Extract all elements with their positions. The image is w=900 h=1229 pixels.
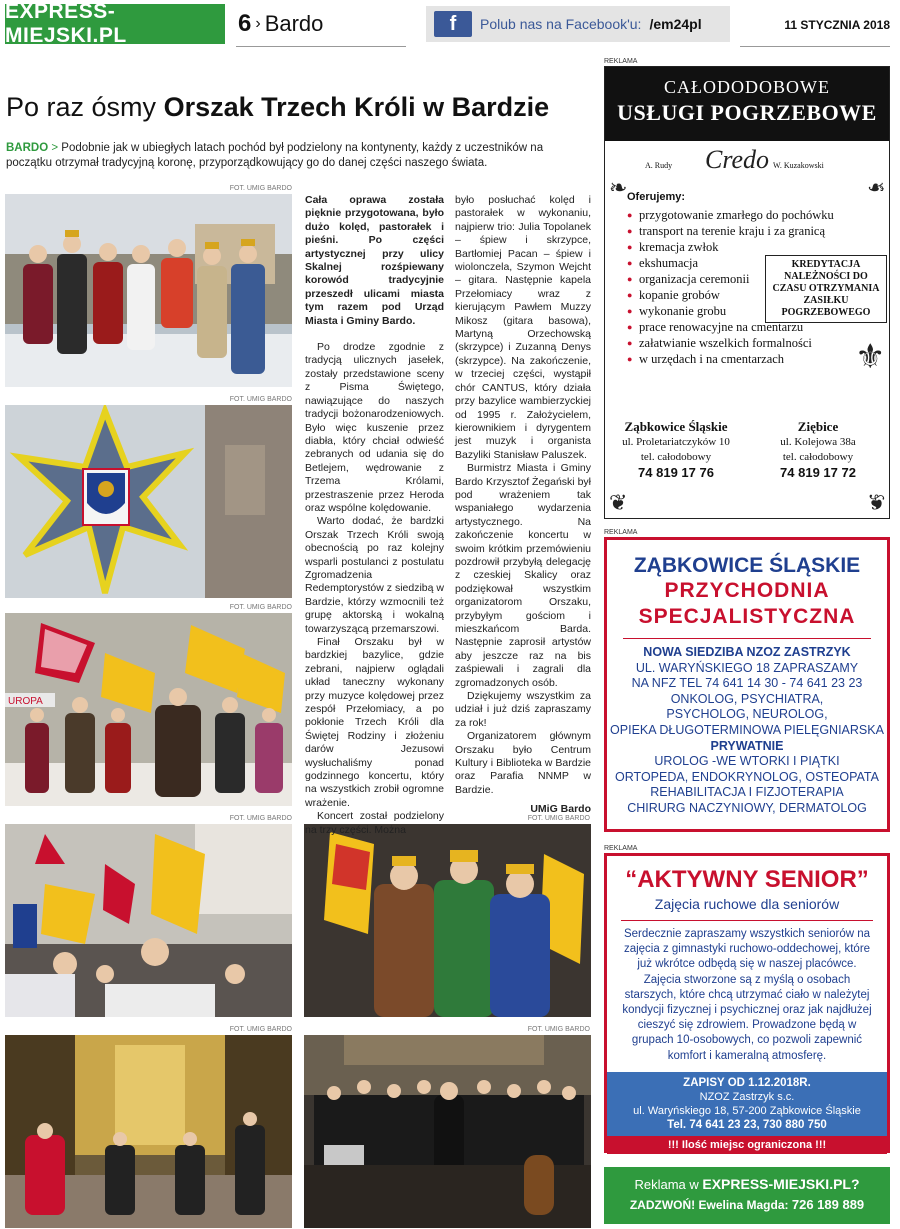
header-divider [740, 46, 890, 47]
article-column-2 [455, 194, 591, 817]
facebook-banner[interactable] [426, 6, 730, 42]
owner-name: A. Rudy [645, 161, 673, 170]
ad-funeral-body [605, 177, 889, 367]
location-address: ul. Proletariatczyków 10 [622, 436, 730, 448]
promo-phone[interactable]: 726 189 889 [791, 1197, 865, 1212]
promo-line2 [604, 1197, 890, 1212]
ad-funeral-line2: USŁUGI POGRZEBOWE [617, 100, 877, 125]
ad-funeral-header [605, 67, 889, 141]
article-paragraph: było posłuchać kolęd i pastorałek w wykonaniu, najpierw trio: Julia Topolanek – śpiew i skrzypce, Bartłomiej Pacan – śpiew i wiolonczela, Szymon Wejcht – gitara. Następnie kapela Przełomiacy wraz z kierującym Pawłem Muzzy Mikosz (gitara basowa), Martyną Orzechowską (skrzypce) i Zuzanną Denys (skrzypce). Na zakończenie, w trzeciej części, wystąpił chór CANTUS, który działa przy bazylice wambierzyckiej od 1995 r. Założycielem, kierownikiem i dyrygentem jest muzyk i organista Bazyliki Stanisław Paluszek. [455, 194, 591, 461]
article-paragraph: Cała oprawa została pięknie przygotowana, było dużo kolęd, pastorałek i pieśni. Po części artystycznej przy ulicy Skalnej rozśpiewany korowód tradycyjnie przeszedł ulicami miasta tym razem pod Urząd Miasta i Gminy Bardo. [305, 194, 444, 327]
ad-funeral-brand [605, 141, 889, 177]
ad-active-senior[interactable] [604, 853, 890, 1153]
senior-contact [607, 1072, 887, 1136]
brand-name: Credo [705, 145, 770, 174]
ornament-icon: ❧ [866, 175, 885, 200]
clinic-city: ZĄBKOWICE ŚLĄSKIE [633, 554, 861, 577]
chevron-right-icon: › [255, 15, 261, 32]
photo-trio-concert [5, 1035, 292, 1228]
ad-label: REKLAMA [604, 845, 638, 852]
location-city: Ziębice [797, 419, 839, 434]
list-item: ● transport na terenie kraju i za granicą [627, 223, 889, 239]
senior-body: Zajęcia stworzone są z myślą o osobach starszych, które chcą utrzymać ciało w należytej kondycji fizycznej i psychicznej oraz jak najdłużej cieszyć się zdrowiem. Prowadzone będą w grupach 10-osobowych, co pozwoli zapewnić komfort i kameralną atmosferę. [622, 973, 872, 1062]
article-paragraph: Organizatorem głównym Orszaku było Centrum Kultury i Biblioteka w Bardzie oraz Parafia NNMP w Bardzie. [455, 730, 591, 796]
ad-label: REKLAMA [604, 58, 638, 65]
facebook-handle[interactable]: /em24pl [649, 16, 702, 32]
senior-address: ul. Waryńskiego 18, 57-200 Ząbkowice Śląskie [633, 1104, 861, 1117]
location-phone[interactable]: 74 819 17 76 [638, 465, 714, 480]
title-bold: Orszak Trzech Króli w Bardzie [163, 92, 550, 122]
credit-box: KREDYTACJA NALEŻNOŚCI DO CZASU OTRZYMANIA ZASIŁKU POGRZEBOWEGO [765, 255, 887, 323]
clinic-title: SPECJALISTYCZNA [638, 605, 856, 628]
section-name: Bardo [264, 11, 324, 36]
article-paragraph: Dziękujemy wszystkim za udział i już dziś zapraszamy za rok! [455, 690, 591, 729]
ad-funeral-services[interactable] [604, 66, 890, 519]
senior-org: NZOZ Zastrzyk s.c. [699, 1090, 795, 1103]
article-title [6, 92, 549, 123]
clinic-line: ONKOLOG, PSYCHIATRA, [670, 691, 824, 706]
article-paragraph: Finał Orszaku był w bardzkiej bazylice, gdzie zebrani, najpierw oglądali układ taneczny wykonany przy muzyce kolędowej przez zespół Przełomiacy, a po pokłonie Trzech Króli dla Świętej Rodziny i złożeniu darów Jezusowi wysłuchaliśmy ponad godzinnego koncertu, który na wszystkich zrobił ogromne wrażenie. [305, 636, 444, 809]
photo-star-emblem [5, 405, 292, 598]
location-address: ul. Kolejowa 38a [780, 436, 856, 448]
article-lead [6, 141, 586, 171]
owner-name: W. Kuzakowski [773, 161, 824, 170]
clinic-line: NA NFZ TEL 74 641 14 30 - 74 641 23 23 [631, 676, 863, 691]
photo-procession-flags [5, 613, 292, 806]
lily-icon: ⚜ [855, 338, 886, 376]
svg-text:UROPA: UROPA [8, 696, 43, 707]
list-item: ● organizacja ceremonii [627, 271, 889, 287]
senior-signup: ZAPISY OD 1.12.2018R. [683, 1076, 811, 1089]
ornament-icon: ❦ [609, 490, 628, 515]
ad-label: REKLAMA [604, 529, 638, 536]
senior-limited: !!! Ilość miejsc ograniczona !!! [607, 1136, 887, 1154]
location-ziebice [747, 419, 889, 480]
facebook-text: Polub nas na Facebook'u: [480, 16, 642, 32]
list-item: ● kremacja zwłok [627, 239, 889, 255]
list-item: ● załatwianie wszelkich formalności [627, 335, 889, 351]
article-paragraph: Koncert został podzielony na trzy części. Można [305, 810, 444, 836]
ornament-icon: ❧ [609, 175, 628, 200]
promo-text: Reklama w [634, 1177, 699, 1192]
page-number: 6 [238, 10, 252, 37]
photo-crowd-street [5, 824, 292, 1017]
divider [621, 920, 873, 921]
offer-title: Oferujemy: [627, 191, 686, 203]
issue-date: 11 STYCZNIA 2018 [784, 18, 890, 32]
ad-self-promo[interactable] [604, 1167, 890, 1224]
photo-credit: FOT. UMIG BARDO [229, 185, 292, 192]
location-note: tel. całodobowy [782, 451, 854, 463]
facebook-icon: f [434, 11, 472, 37]
list-item: ● w urzędach i na cmentarzach [627, 351, 889, 367]
ad-clinic[interactable] [604, 537, 890, 832]
lead-separator: > [51, 142, 59, 154]
article-column-1 [305, 194, 444, 837]
clinic-line: UROLOG -WE WTORKI I PIĄTKI [654, 754, 840, 769]
clinic-line: ORTOPEDA, ENDOKRYNOLOG, OSTEOPATA [615, 769, 879, 784]
photo-choir [304, 1035, 591, 1228]
divider [623, 638, 871, 639]
promo-brand[interactable]: EXPRESS-MIEJSKI.PL? [702, 1176, 860, 1192]
clinic-line: NOWA SIEDZIBA NZOZ ZASTRZYK [643, 645, 851, 659]
senior-title: “AKTYWNY SENIOR” [625, 866, 869, 893]
clinic-line: PRYWATNIE [710, 738, 784, 753]
list-item: ● wykonanie grobu [627, 303, 889, 319]
location-note: tel. całodobowy [640, 451, 712, 463]
list-item: ● prace renowacyjne na cmentarzu [627, 319, 889, 335]
ornament-icon: ❦ [866, 490, 885, 515]
promo-line1 [604, 1176, 890, 1192]
ad-funeral-line1: CAŁODODOBOWE [664, 77, 830, 97]
header-divider [236, 46, 406, 47]
promo-text: ZADZWOŃ! Ewelina Magda: [629, 1198, 789, 1212]
location-zabkowice [605, 419, 747, 480]
ad-funeral-locations [605, 419, 889, 480]
lead-place: BARDO [6, 142, 49, 154]
list-item: ● ekshumacja [627, 255, 889, 271]
clinic-line: REHABILITACJA I FIZJOTERAPIA [650, 785, 844, 800]
senior-phone[interactable]: Tel. 74 641 23 23, 730 880 750 [667, 1118, 827, 1131]
list-item: ● kopanie grobów [627, 287, 889, 303]
site-logo[interactable]: EXPRESS-MIEJSKI.PL [5, 4, 225, 44]
photo-credit: FOT. UMIG BARDO [527, 1026, 590, 1033]
list-item: ● przygotowanie zmarłego do pochówku [627, 207, 889, 223]
page-section [238, 10, 323, 38]
photo-credit: FOT. UMIG BARDO [229, 1026, 292, 1033]
photo-credit: FOT. UMIG BARDO [229, 396, 292, 403]
photo-credit: FOT. UMIG BARDO [527, 815, 590, 822]
article-paragraph: Burmistrz Miasta i Gminy Bardo Krzysztof Żegański był pod wrażeniem tak wspaniałego wydarzenia artystycznego. Na zakończenie koncertu w swoim krótkim przemówieniu pozdrowił przybyłą delegację z czeskiej Skalicy oraz podziękował wszystkim organizatorom Orszaku, przybyłym gościom i mieszkańcom Barda. Następnie zaprosił artystów aby jeszcze raz na bis zaśpiewali i zagrali dla zgromadzonych osób. [455, 462, 591, 689]
article-paragraph: Warto dodać, że bardzki Orszak Trzech Króli swoją obecnością po raz kolejny wsparli postulanci z postulatu Zgromadzenia Redemptorystów z siedzibą w Bardzie, którzy wzmocnili też grupę aktorską i wokalną towarzyszącą przemarszowi. [305, 515, 444, 635]
clinic-line: PSYCHOLOG, NEUROLOG, [666, 707, 828, 722]
clinic-line: OPIEKA DŁUGOTERMINOWA PIELĘGNIARSKA [610, 722, 884, 737]
article-signature: UMiG Bardo [530, 803, 591, 816]
photo-credit: FOT. UMIG BARDO [229, 815, 292, 822]
lead-text: Podobnie jak w ubiegłych latach pochód był podzielony na kontynenty, każdy z uczestników na początku otrzymał tradycyjną koronę, przyporządkowujący go do danej części naszego świata. [6, 142, 544, 169]
photo-group-portrait [5, 194, 292, 387]
clinic-line: UL. WARYŃSKIEGO 18 ZAPRASZAMY [635, 660, 859, 675]
photo-credit: FOT. UMIG BARDO [229, 604, 292, 611]
clinic-title: PRZYCHODNIA [664, 579, 830, 602]
location-city: Ząbkowice Śląskie [624, 419, 728, 434]
clinic-line: CHIRURG NACZYNIOWY, DERMATOLOG [627, 800, 867, 815]
senior-subtitle: Zajęcia ruchowe dla seniorów [654, 896, 840, 912]
photo-three-kings [304, 824, 591, 1017]
article-paragraph: Po drodze zgodnie z tradycją ulicznych jasełek, zostały przedstawione sceny z Pisma Świętego, nawiązujące do naszych tradycji bożonarodzeniowych. Było więc kuszenie przez diabła, który chciał odwieść zebranych od udania się do Betlejem, wędrowanie z Trzema Królami, przestraszenie przez Heroda oraz wspólne kolędowanie. [305, 341, 444, 514]
senior-body: Serdecznie zapraszamy wszystkich seniorów na zajęcia z gimnastyki ruchowo-oddechowej, które już wkrótce odbędą się w naszej placówce. [623, 928, 871, 971]
location-phone[interactable]: 74 819 17 72 [780, 465, 856, 480]
title-plain: Po raz ósmy [6, 92, 157, 122]
